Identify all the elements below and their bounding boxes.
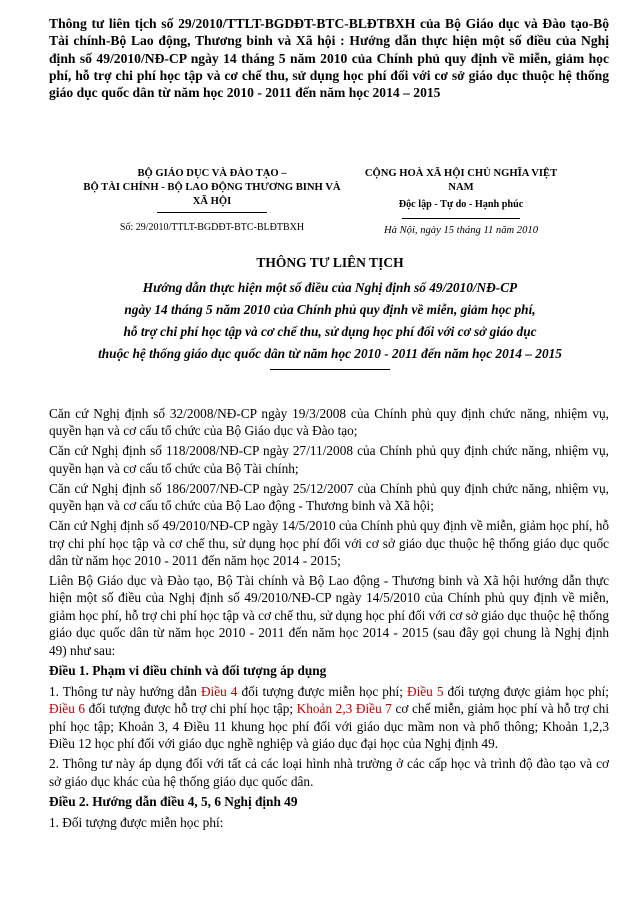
document-body <box>49 405 609 834</box>
document-number: Số: 29/2010/TTLT-BGDĐT-BTC-BLĐTBXH <box>119 222 305 233</box>
link-dieu-6[interactable]: Điều 6 <box>49 701 86 717</box>
heading-subtitle-line: ngày 14 tháng 5 năm 2010 của Chính phủ quy định về miễn, giảm học phí, <box>124 302 536 317</box>
article-1-clause-2: 2. Thông tư này áp dụng đối với tất cả các loại hình nhà trường ở các cấp học và trình độ đào tạo và cơ sở giáo dục khác của hệ thống giáo dục quốc dân. <box>49 756 609 789</box>
motto: Độc lập - Tự do - Hạnh phúc <box>398 199 524 210</box>
article-2-title: Điều 2. Hướng dẫn điều 4, 5, 6 Nghị định 49 <box>49 793 298 809</box>
divider <box>157 212 267 213</box>
paragraph: Căn cứ Nghị định số 49/2010/NĐ-CP ngày 14/5/2010 của Chính phủ quy định về miễn, giảm học phí, hỗ trợ chi phí học tập và cơ chế thu, sử dụng học phí đối với cơ sở giáo dục thuộc hệ thống giáo dục quốc dân từ năm học 2010 - 2011 đến năm học 2014 - 2015; <box>49 518 609 569</box>
link-dieu-5[interactable]: Điều 5 <box>406 684 444 700</box>
article-2-clause-1: 1. Đối tượng được miễn học phí: <box>49 815 224 831</box>
document-title: Thông tư liên tịch số 29/2010/TTLT-BGDĐT-BTC-BLĐTBXH của Bộ Giáo dục và Đào tạo-Bộ Tài chính-Bộ Lao động, Thương binh và Xã hội : Hướng dẫn thực hiện một số điều của Nghị định số 49/2010/NĐ-CP ngày 14 tháng 5 năm 2010 của Chính phủ quy định về miễn, giảm học phí, hỗ trợ chi phí học tập và cơ chế thu, sử dụng học phí đối với cơ sở giáo dục thuộc hệ thống giáo dục quốc dân từ năm học 2010 - 2011 đến năm học 2014 – 2015 <box>49 16 609 101</box>
national-heading <box>356 167 566 238</box>
document-type: THÔNG TƯ LIÊN TỊCH <box>256 255 404 270</box>
clause-text: đối tượng được hỗ trợ chi phí học tập; <box>85 701 297 717</box>
issuing-agencies <box>78 167 346 235</box>
paragraph: Căn cứ Nghị định số 186/2007/NĐ-CP ngày 25/12/2007 của Chính phủ quy định chức năng, nhiệm vụ, quyền hạn và cơ cấu tổ chức của Bộ Lao động - Thương binh và Xã hội; <box>49 480 609 514</box>
clause-text: 1. Thông tư này hướng dẫn <box>49 684 201 700</box>
country-name: CỘNG HOÀ XÃ HỘI CHỦ NGHĨA VIỆT NAM <box>364 168 558 193</box>
article-1-title: Điều 1. Phạm vi điều chỉnh và đối tượng áp dụng <box>49 662 327 678</box>
divider <box>270 369 390 370</box>
clause-text: cơ chế miễn, giảm học phí và hỗ trợ chi phí học tập; Khoản 3, 4 Điều 11 khung học phí đối với giáo dục mầm non và phổ thông; Khoản 1,2,3 Điều 12 học phí đối với giáo dục nghề nghiệp và giáo dục đại học của Nghị định 49. <box>49 701 610 752</box>
heading-subtitle-line: thuộc hệ thống giáo dục quốc dân từ năm học 2010 - 2011 đến năm học 2014 – 2015 <box>98 346 562 361</box>
article-1-clause-1 <box>49 683 609 753</box>
link-dieu-4[interactable]: Điều 4 <box>200 684 238 700</box>
clause-text: đối tượng được miễn học phí; <box>237 684 407 700</box>
issue-date: Hà Nội, ngày 15 tháng 11 năm 2010 <box>384 225 538 236</box>
agency-line-1: BỘ GIÁO DỤC VÀ ĐÀO TẠO – <box>137 168 287 179</box>
paragraph: Căn cứ Nghị định số 118/2008/NĐ-CP ngày 27/11/2008 của Chính phủ quy định chức năng, nhiệm vụ, quyền hạn và cơ cấu tổ chức của Bộ Tài chính; <box>49 443 609 476</box>
paragraph: Liên Bộ Giáo dục và Đào tạo, Bộ Tài chính và Bộ Lao động - Thương binh và Xã hội hướng dẫn thực hiện một số điều của Nghị định số 49/2010/NĐ-CP ngày 14/5/2010 của Chính phủ quy định về miễn, giảm học phí, hỗ trợ chi phí học tập và cơ chế thu, sử dụng học phí đối với cơ sở giáo dục thuộc hệ thống giáo dục quốc dân từ năm học 2010 - 2011 đến năm học 2014 - 2015 (sau đây gọi chung là Nghị định 49) như sau: <box>49 573 609 658</box>
link-khoan-2-3-dieu-7[interactable]: Khoản 2,3 Điều 7 <box>296 701 392 717</box>
divider <box>402 218 520 219</box>
clause-text: đối tượng được giảm học phí; <box>443 684 609 700</box>
document-heading <box>60 253 600 374</box>
paragraph: Căn cứ Nghị định số 32/2008/NĐ-CP ngày 19/3/2008 của Chính phủ quy định chức năng, nhiệm vụ, quyền hạn và cơ cấu tổ chức của Bộ Giáo dục và Đào tạo; <box>49 406 609 439</box>
agency-line-2: BỘ TÀI CHÍNH - BỘ LAO ĐỘNG THƯƠNG BINH VÀ XÃ HỘI <box>83 182 341 207</box>
heading-subtitle-line: hỗ trợ chi phí học tập và cơ chế thu, sử dụng học phí đối với cơ sở giáo dục <box>123 324 537 339</box>
heading-subtitle-line: Hướng dẫn thực hiện một số điều của Nghị định số 49/2010/NĐ-CP <box>142 280 518 295</box>
